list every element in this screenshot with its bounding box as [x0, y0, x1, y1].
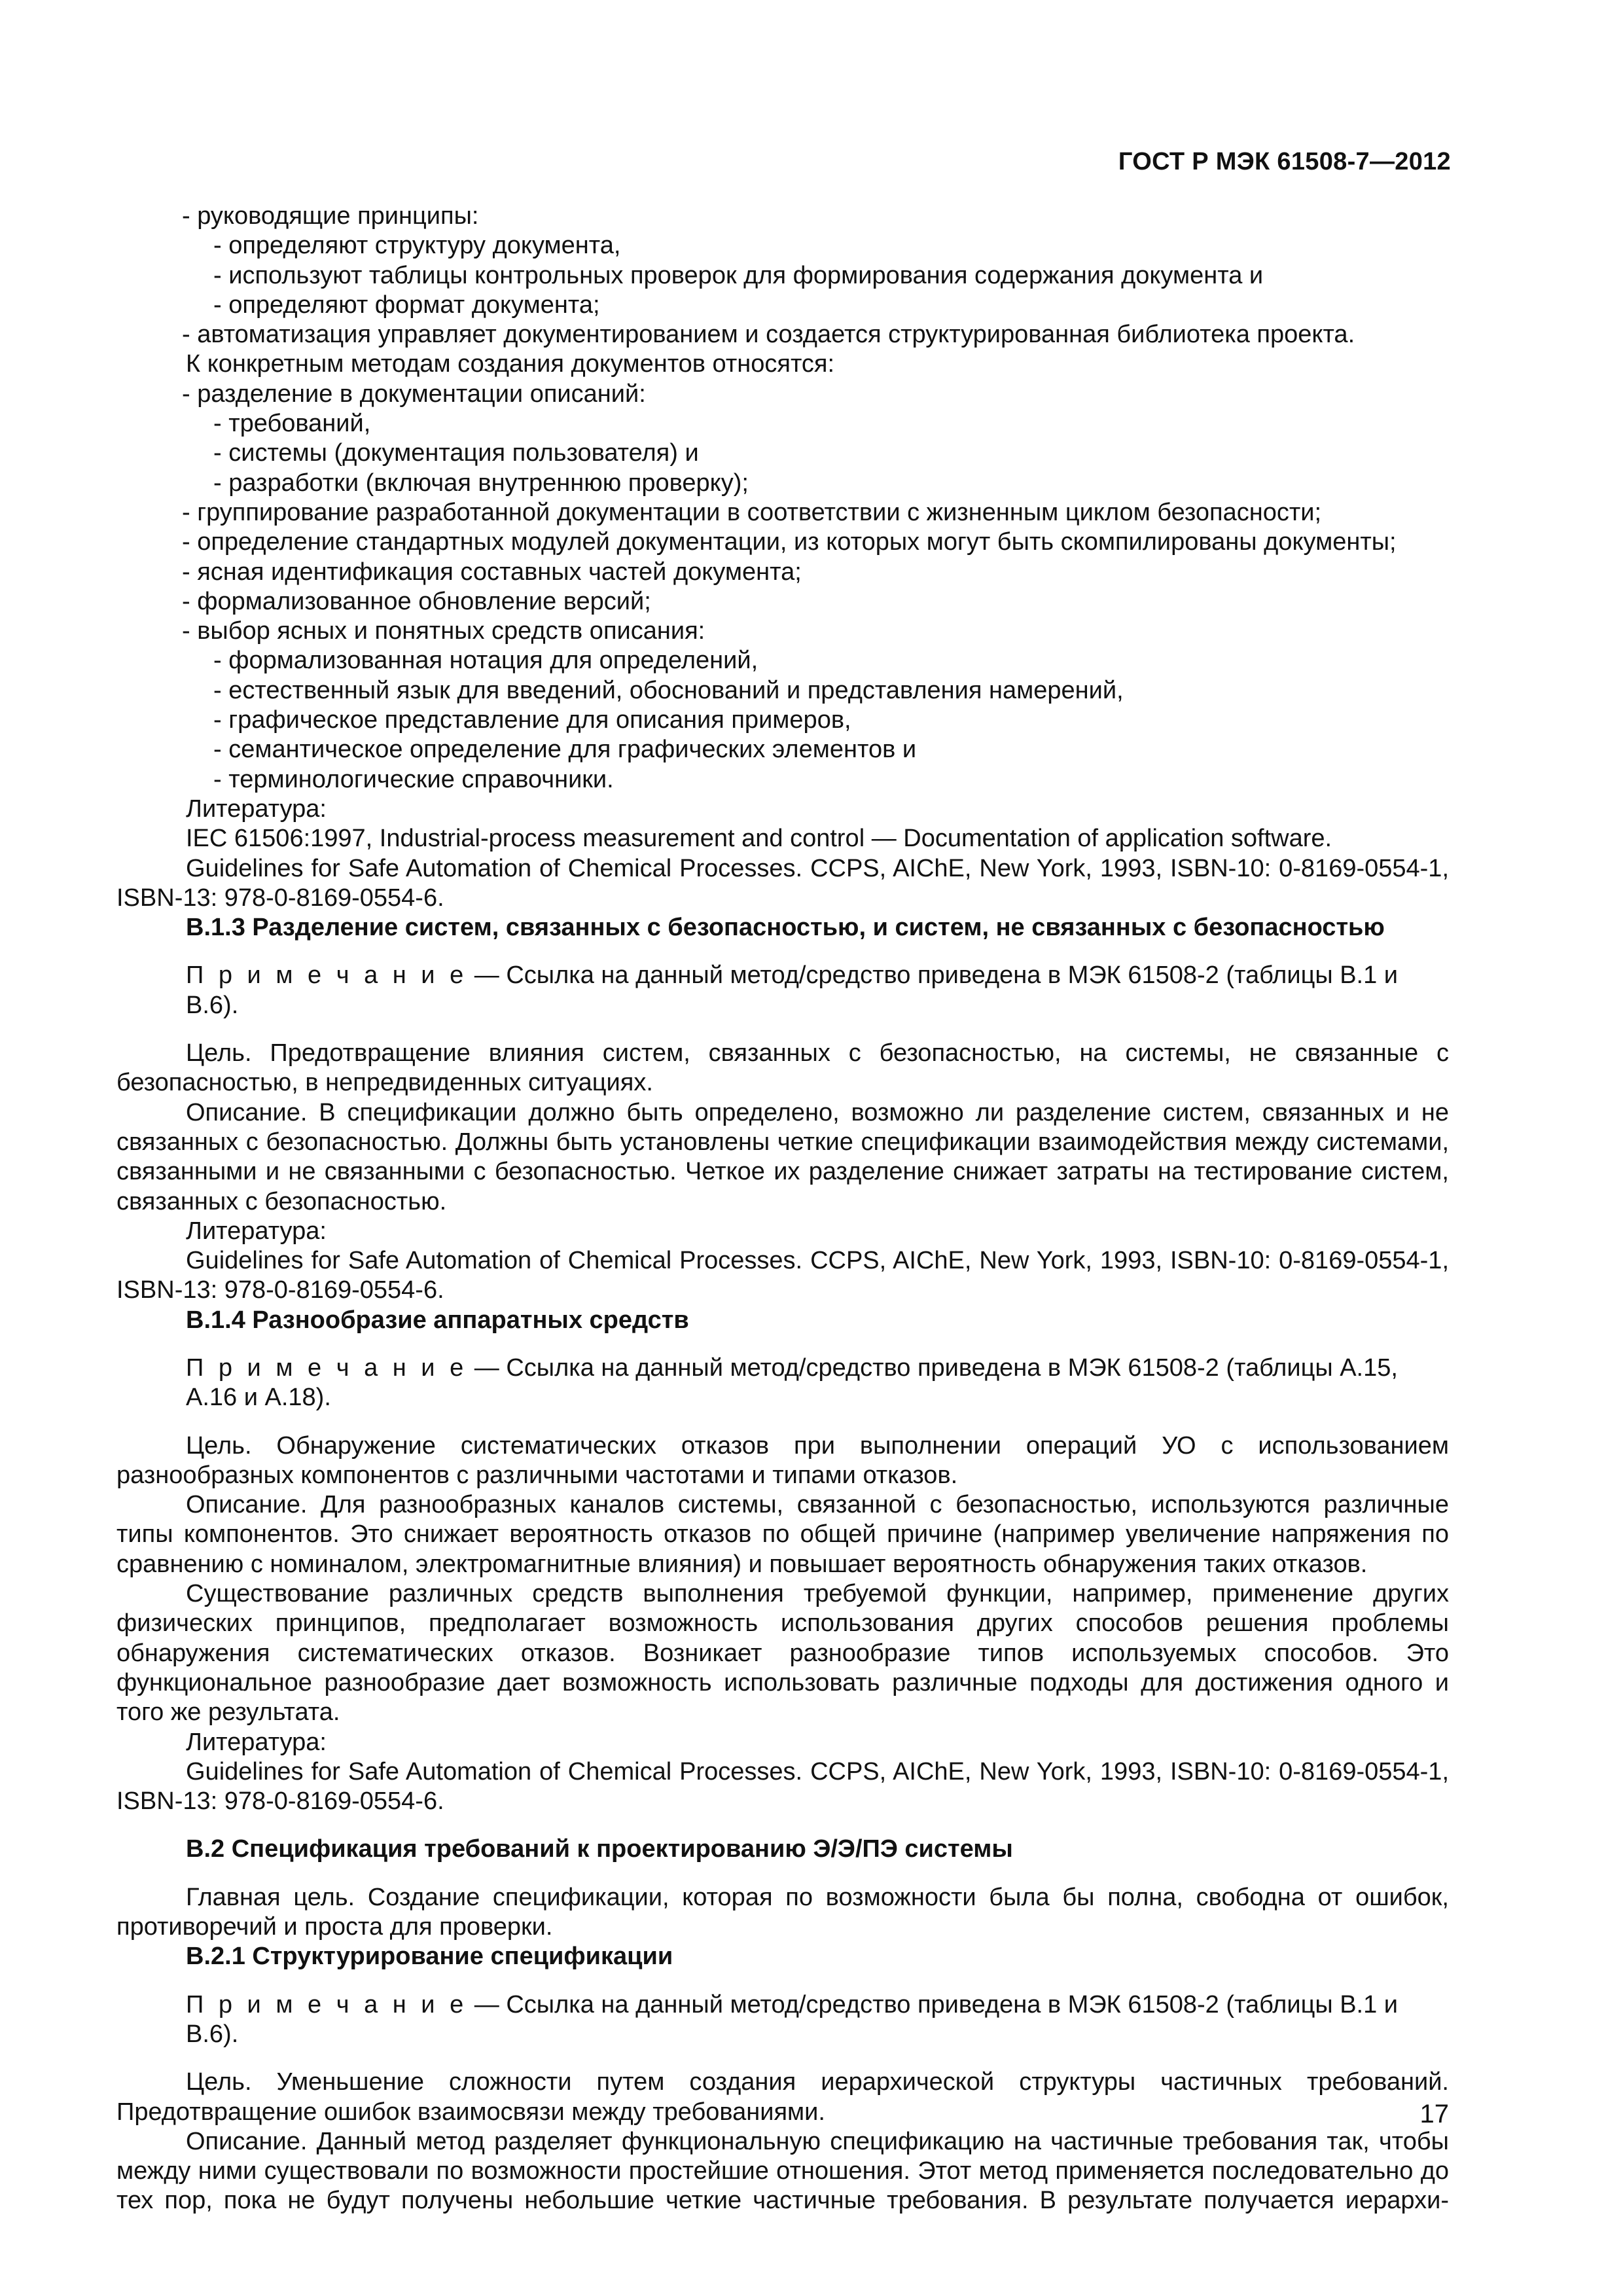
paragraph-goal: Главная цель. Создание спецификации, которая по возможности была бы полна, свободна от ошибок, противоречий и проста для проверки. [116, 1883, 1449, 1941]
list-item: - автоматизация управляет документированием и создается структурированная библиотека проекта. [182, 321, 1355, 349]
list-item: - семантическое определение для графических элементов и [213, 736, 917, 764]
reference: IEC 61506:1997, Industrial-process measurement and control — Documentation of application software. [186, 825, 1332, 853]
section-heading-b21: В.2.1 Структурирование спецификации [186, 1943, 673, 1971]
section-heading-b2: В.2 Спецификация требований к проектированию Э/Э/ПЭ системы [186, 1835, 1013, 1863]
list-item: - руководящие принципы: [182, 202, 479, 230]
section-heading-b13: В.1.3 Разделение систем, связанных с безопасностью, и систем, не связанных с безопасностью [186, 914, 1385, 942]
list-item: - определяют формат документа; [213, 291, 600, 319]
list-item: - группирование разработанной документации в соответствии с жизненным циклом безопасности; [182, 498, 1322, 526]
note [116, 961, 1449, 1020]
list-item: - разработки (включая внутреннюю проверку); [213, 469, 749, 497]
page-number: 17 [1419, 2100, 1449, 2128]
list-item: - разделение в документации описаний: [182, 380, 646, 408]
note-label: П р и м е ч а н и е [186, 1990, 468, 2018]
paragraph-description: Описание. В спецификации должно быть определено, возможно ли разделение систем, связанных и не связанных с безопасностью. Должны быть установлены четкие спецификации взаимодействия между системами, связанными и не связанными с безопасностью. Четкое их разделение снижает затраты на тестирование систем, связанных с безопасностью. [116, 1098, 1449, 1215]
list-item: - выбор ясных и понятных средств описания: [182, 617, 705, 645]
paragraph-description: Описание. Данный метод разделяет функциональную спецификацию на частичные требования так, чтобы между ними существовали по возможности простейшие отношения. Этот метод применяется последовательно до тех пор, пока не будут получены небольшие четкие частичные требования. В результате получается иерархи- [116, 2127, 1449, 2215]
list-item: - ясная идентификация составных частей документа; [182, 558, 802, 586]
reference: Guidelines for Safe Automation of Chemical Processes. CCPS, AIChE, New York, 1993, ISBN-10: 0-8169-0554-1, ISBN-13: 978-0-8169-0554-6. [116, 1757, 1449, 1816]
paragraph-goal: Цель. Предотвращение влияния систем, связанных с безопасностью, на системы, не связанные с безопасностью, в непредвиденных ситуациях. [116, 1039, 1449, 1097]
literature-label: Литература: [186, 795, 327, 823]
paragraph-goal: Цель. Уменьшение сложности путем создания иерархической структуры частичных требований. Предотвращение ошибок взаимосвязи между требованиями. [116, 2068, 1449, 2126]
list-item: - требований, [213, 410, 371, 438]
literature-label: Литература: [186, 1217, 327, 1245]
reference: Guidelines for Safe Automation of Chemical Processes. CCPS, AIChE, New York, 1993, ISBN-10: 0-8169-0554-1, ISBN-13: 978-0-8169-0554-6. [116, 1247, 1449, 1304]
document-id-header: ГОСТ Р МЭК 61508-7—2012 [1118, 148, 1451, 175]
reference: Guidelines for Safe Automation of Chemical Processes. CCPS, AIChE, New York, 1993, ISBN-10: 0-8169-0554-1, ISBN-13: 978-0-8169-0554-6. [116, 854, 1449, 912]
list-item: - формализованная нотация для определений, [213, 647, 758, 675]
paragraph-goal: Цель. Обнаружение систематических отказов при выполнении операций УО с использованием разнообразных компонентов с различными частотами и типами отказов. [116, 1431, 1449, 1489]
paragraph: К конкретным методам создания документов относятся: [186, 350, 835, 378]
note-text: — Ссылка на данный метод/средство приведена в МЭК 61508-2 (таблицы В.1 и В.6). [186, 1990, 1399, 2048]
list-item: - определяют структуру документа, [213, 232, 621, 260]
note-label: П р и м е ч а н и е [186, 1354, 468, 1382]
note [116, 1354, 1449, 1413]
list-item: - естественный язык для введений, обоснований и представления намерений, [213, 676, 1124, 704]
note-label: П р и м е ч а н и е [186, 961, 468, 990]
note-text: — Ссылка на данный метод/средство приведена в МЭК 61508-2 (таблицы В.1 и В.6). [186, 961, 1399, 1019]
list-item: - формализованное обновление версий; [182, 587, 651, 615]
paragraph-description: Существование различных средств выполнения требуемой функции, например, применение других физических принципов, предполагает возможность использования других способов решения проблемы обнаружения систематических отказов. Возникает разнообразие типов используемых способов. Это функциональное разнообразие дает возможность использовать различные подходы для достижения одного и того же результата. [116, 1580, 1449, 1727]
list-item: - системы (документация пользователя) и [213, 439, 699, 467]
page-body [116, 202, 1449, 2216]
list-item: - терминологические справочники. [213, 765, 614, 793]
note [116, 1990, 1449, 2050]
list-item: - графическое представление для описания примеров, [213, 706, 851, 734]
note-text: — Ссылка на данный метод/средство приведена в МЭК 61508-2 (таблицы А.15, А.16 и А.18). [186, 1354, 1398, 1412]
paragraph-description: Описание. Для разнообразных каналов системы, связанной с безопасностью, используются различные типы компонентов. Это снижает вероятность отказов по общей причине (например увеличение напряжения по сравнению с номиналом, электромагнитные влияния) и повышает вероятность обнаружения таких отказов. [116, 1491, 1449, 1578]
list-item: - используют таблицы контрольных проверок для формирования содержания документа и [213, 261, 1264, 289]
section-heading-b14: В.1.4 Разнообразие аппаратных средств [186, 1306, 689, 1334]
literature-label: Литература: [186, 1728, 327, 1756]
list-item: - определение стандартных модулей документации, из которых могут быть скомпилированы документы; [182, 528, 1397, 556]
